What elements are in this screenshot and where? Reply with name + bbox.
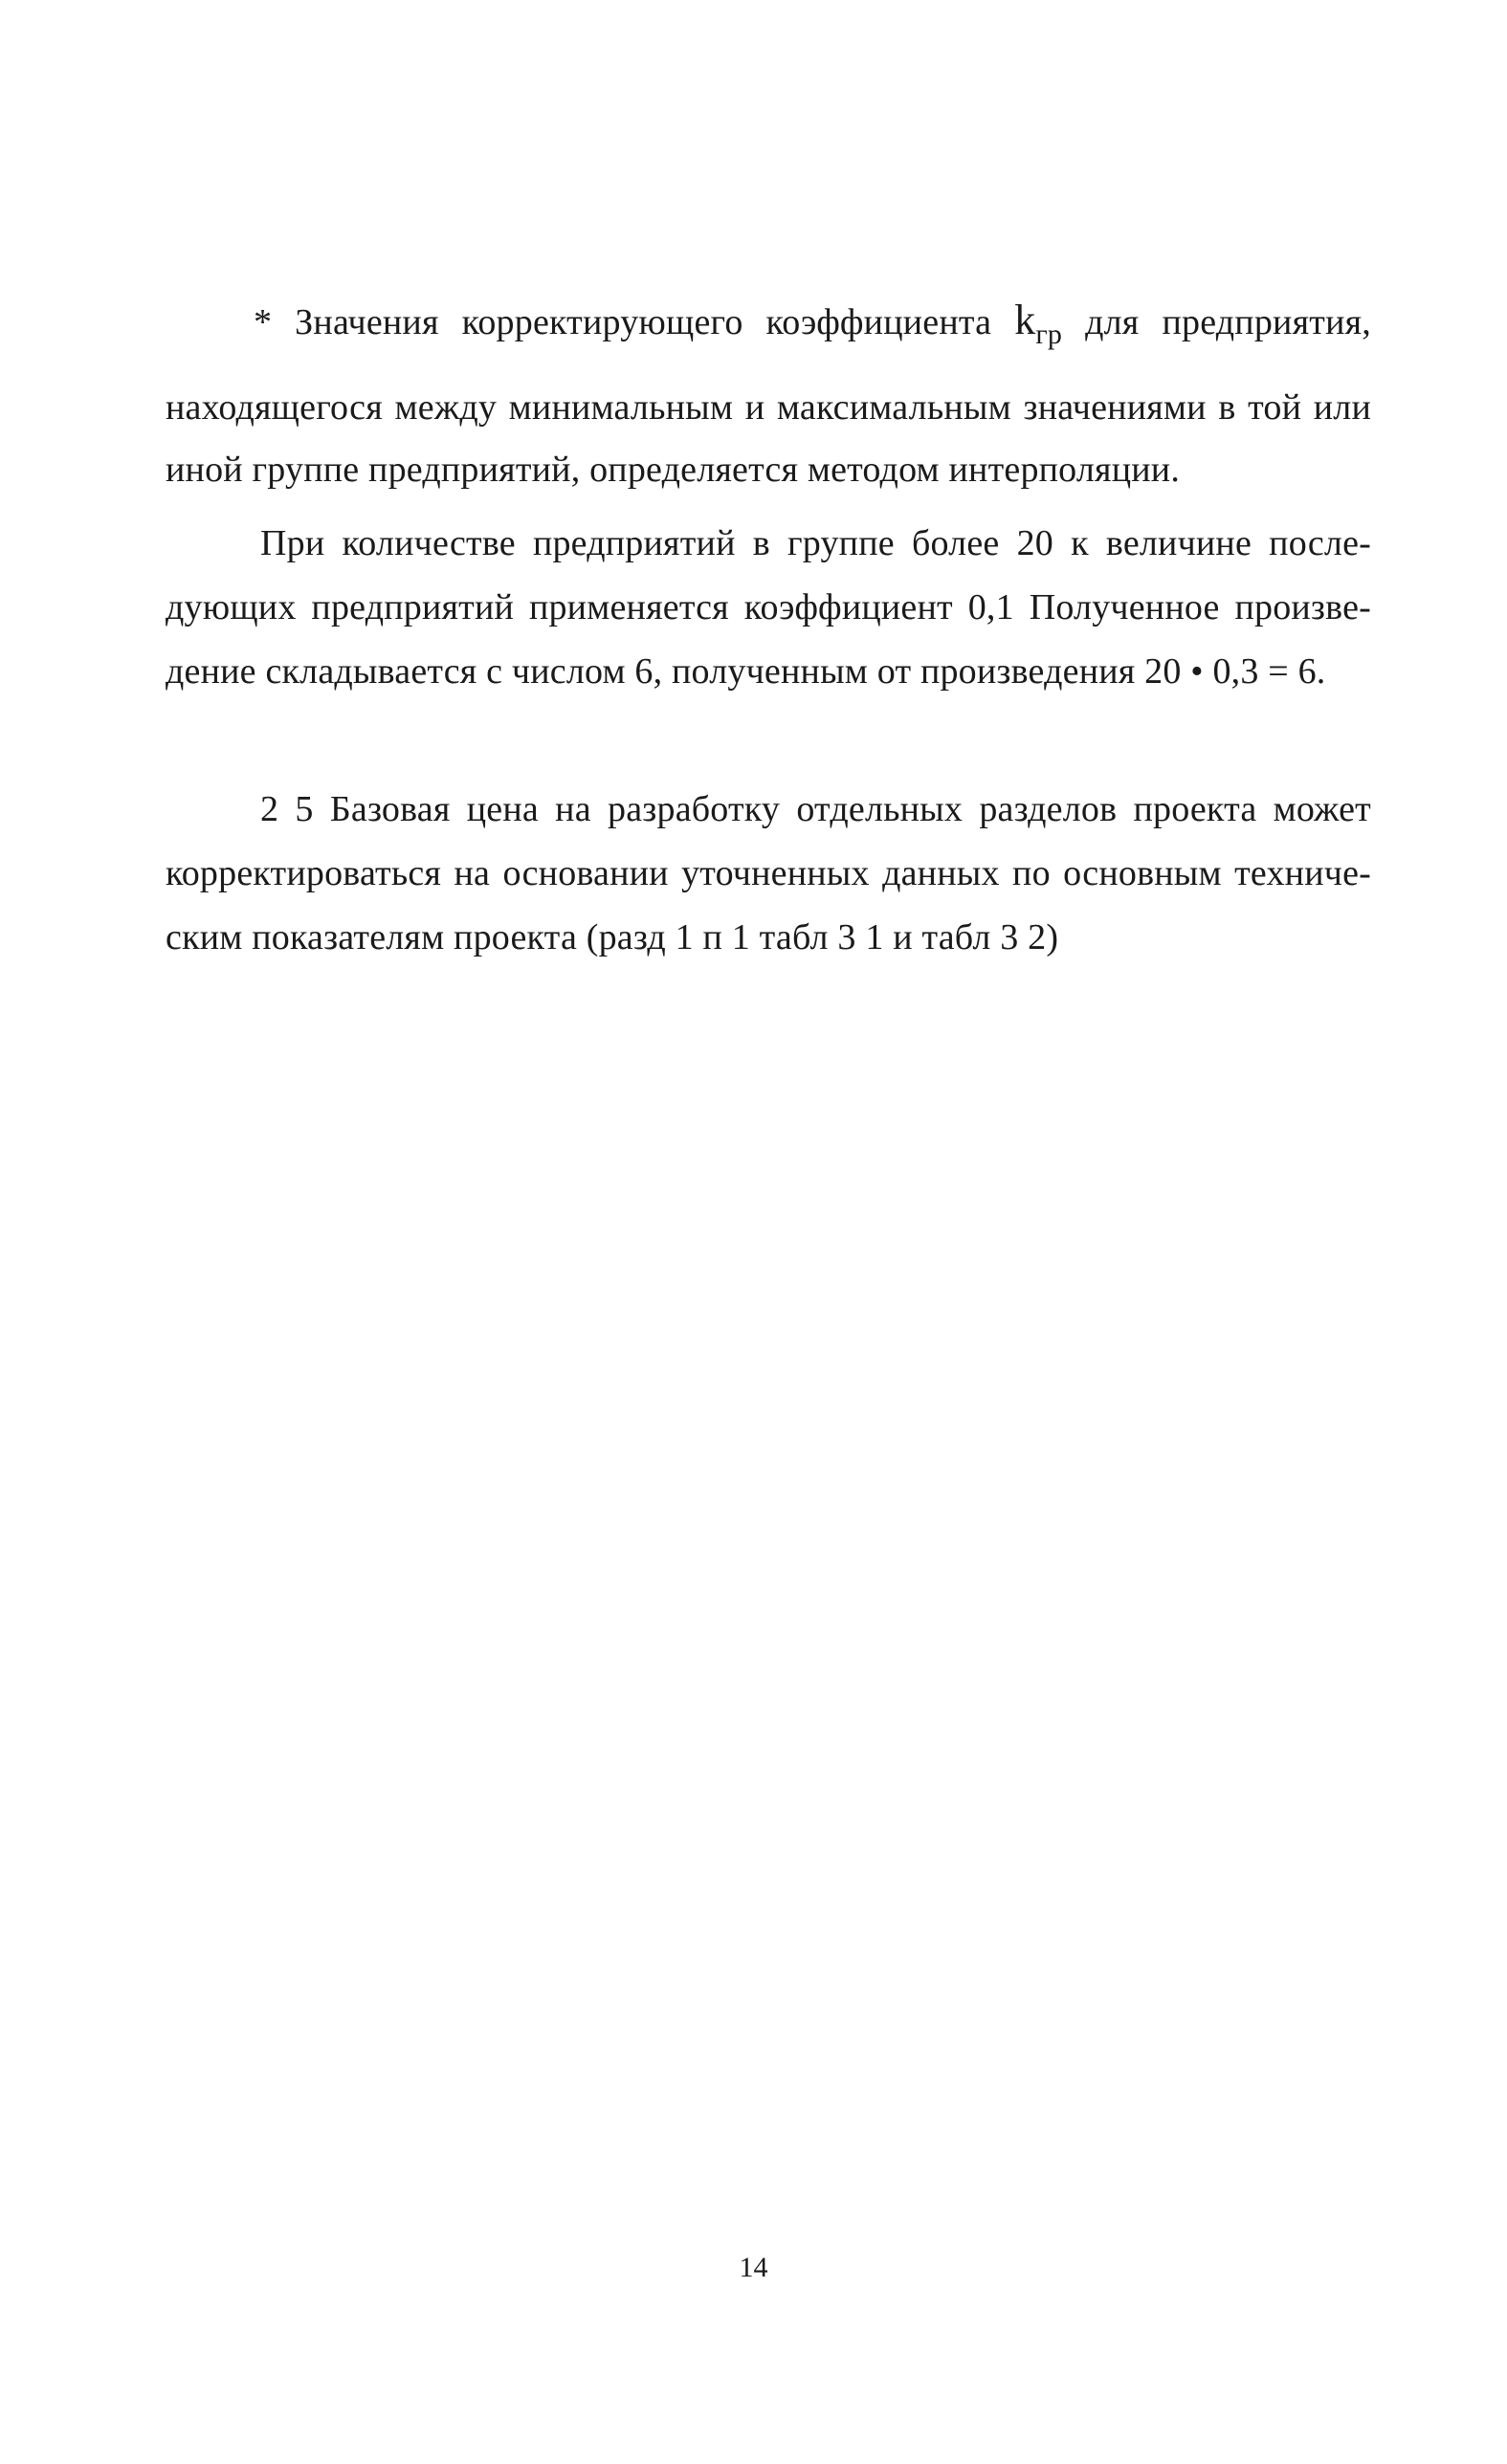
section-2-5-line-2: корректироваться на основании уточненных данных по основным техниче- bbox=[166, 853, 1371, 893]
paragraph-line-2: дующих предприятий применяется коэффициент 0,1 Полученное произве- bbox=[166, 587, 1371, 627]
footnote-line-3: иной группе предприятий, определяется методом интерполяции. bbox=[166, 450, 1181, 490]
section-2-5-line-1: 2 5 Базовая цена на разработку отдельных разделов проекта может bbox=[260, 789, 1371, 829]
paragraph-line-1: При количестве предприятий в группе более 20 к величине после- bbox=[260, 523, 1371, 563]
coefficient-symbol bbox=[1014, 297, 1063, 350]
footnote-line-1 bbox=[254, 297, 1371, 350]
footnote-line-1-prefix: * Значения корректирующего коэффициента bbox=[254, 302, 1015, 342]
footnote-line-1-suffix: для предприятия, bbox=[1062, 302, 1371, 342]
paragraph-line-3: дение складывается с числом 6, полученным от произведения 20 • 0,3 = 6. bbox=[166, 651, 1326, 692]
coefficient-k: k bbox=[1014, 297, 1036, 343]
coefficient-subscript: гр bbox=[1035, 319, 1063, 350]
section-2-5-line-3: ским показателям проекта (разд 1 п 1 табл 3 1 и табл 3 2) bbox=[166, 917, 1059, 957]
page-number: 14 bbox=[739, 2252, 768, 2283]
footnote-line-2: находящегося между минимальным и максимальным значениями в той или bbox=[166, 387, 1371, 428]
